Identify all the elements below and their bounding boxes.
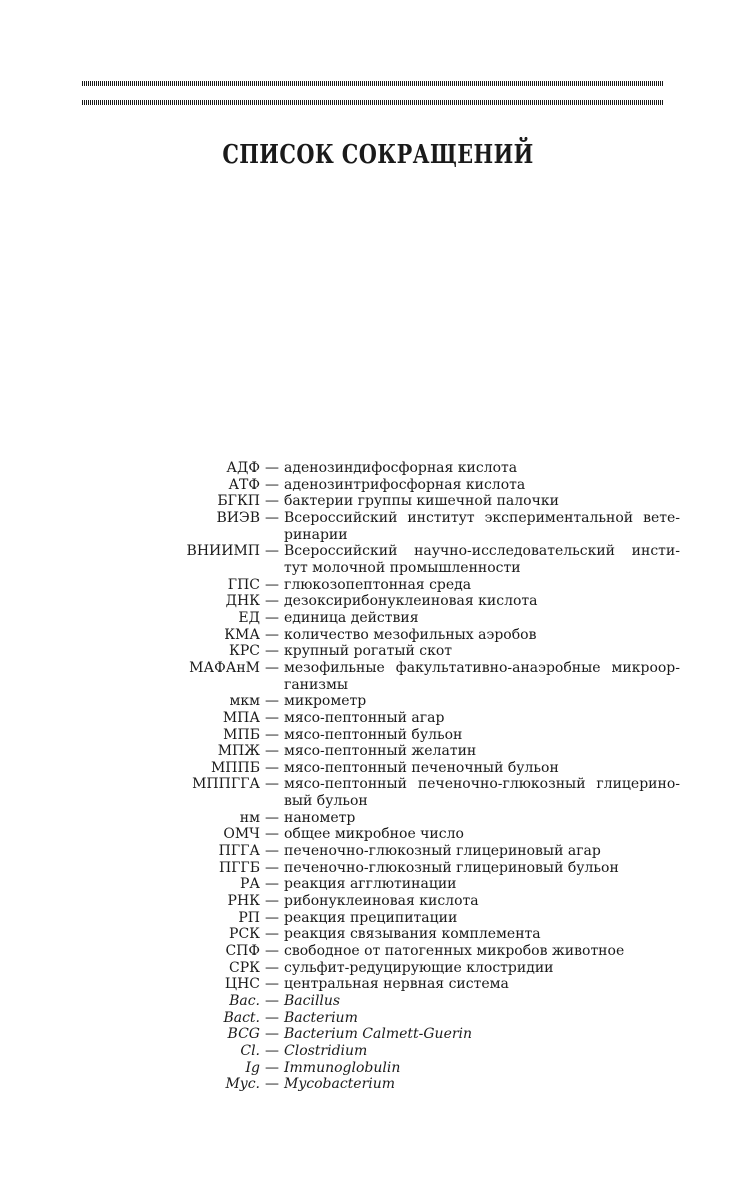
abbreviation-entry xyxy=(0,976,756,993)
abbreviation-list xyxy=(0,460,756,1093)
definition-line: нанометр xyxy=(284,809,356,826)
abbreviation-definition xyxy=(284,727,680,744)
abbreviation-term: Bact. xyxy=(223,1009,260,1026)
abbreviation-definition xyxy=(284,760,680,777)
abbreviation-entry xyxy=(0,660,756,693)
definition-line: мясо-пептонный печеночно-глюкозный глицерино- xyxy=(284,776,680,793)
abbreviation-definition xyxy=(284,593,680,610)
abbreviation-definition xyxy=(284,1010,680,1027)
em-dash-separator: — xyxy=(265,693,279,710)
abbreviation-entry xyxy=(0,926,756,943)
abbreviation-term: МПА xyxy=(222,709,260,726)
abbreviation-term: РП xyxy=(238,909,260,926)
abbreviation-entry xyxy=(0,1076,756,1093)
em-dash-separator: — xyxy=(265,659,279,676)
definition-line: центральная нервная система xyxy=(284,976,509,993)
abbreviation-term: ДНК xyxy=(225,593,260,610)
definition-line: мясо-пептонный бульон xyxy=(284,726,463,743)
definition-line: единица действия xyxy=(284,609,419,626)
abbreviation-entry xyxy=(0,577,756,594)
definition-line: глюкозопептонная среда xyxy=(284,576,472,593)
abbreviation-entry xyxy=(0,710,756,727)
abbreviation-definition xyxy=(284,627,680,644)
definition-line: Mycobacterium xyxy=(284,1076,396,1093)
bottom-decorative-rule xyxy=(82,100,664,105)
em-dash-separator: — xyxy=(265,476,279,493)
abbreviation-entry xyxy=(0,593,756,610)
definition-line: реакция агглютинации xyxy=(284,876,457,893)
definition-line: ринарии xyxy=(284,526,348,543)
definition-line: печеночно-глюкозный глицериновый агар xyxy=(284,843,601,860)
definition-line: Clostridium xyxy=(284,1042,368,1059)
abbreviation-definition xyxy=(284,943,680,960)
abbreviation-term: РСК xyxy=(229,926,260,943)
em-dash-separator: — xyxy=(265,776,279,793)
em-dash-separator: — xyxy=(265,726,279,743)
abbreviation-term: Cl. xyxy=(240,1042,260,1059)
em-dash-separator: — xyxy=(265,1009,279,1026)
definition-line: мясо-пептонный желатин xyxy=(284,743,477,760)
abbreviation-term: ПГГА xyxy=(218,843,260,860)
definition-line: количество мезофильных аэробов xyxy=(284,626,537,643)
abbreviation-entry xyxy=(0,1060,756,1077)
top-decorative-rule xyxy=(82,81,664,86)
abbreviation-term: АДФ xyxy=(226,460,260,476)
abbreviation-definition xyxy=(284,660,680,693)
abbreviation-term: ОМЧ xyxy=(223,826,260,843)
abbreviation-entry xyxy=(0,727,756,744)
abbreviation-definition xyxy=(284,910,680,927)
abbreviation-definition xyxy=(284,843,680,860)
abbreviation-entry xyxy=(0,643,756,660)
definition-line: аденозинтрифосфорная кислота xyxy=(284,476,526,493)
abbreviation-term: РА xyxy=(239,876,260,893)
em-dash-separator: — xyxy=(265,460,279,476)
abbreviation-entry xyxy=(0,960,756,977)
em-dash-separator: — xyxy=(265,759,279,776)
em-dash-separator: — xyxy=(265,1076,279,1093)
definition-line: микрометр xyxy=(284,693,367,710)
abbreviation-term: Myc. xyxy=(225,1076,260,1093)
abbreviation-term: BCG xyxy=(227,1026,260,1043)
definition-line: Immunoglobulin xyxy=(284,1059,401,1076)
abbreviation-definition xyxy=(284,710,680,727)
abbreviation-definition xyxy=(284,1043,680,1060)
definition-line: мясо-пептонный агар xyxy=(284,709,445,726)
abbreviation-term: СПФ xyxy=(225,943,260,960)
abbreviation-definition xyxy=(284,776,680,809)
abbreviation-entry xyxy=(0,510,756,543)
em-dash-separator: — xyxy=(265,1026,279,1043)
definition-line: Bacterium Calmett-Guerin xyxy=(284,1026,473,1043)
page-title: СПИСОК СОКРАЩЕНИЙ xyxy=(222,140,534,170)
abbreviation-definition xyxy=(284,960,680,977)
abbreviation-definition xyxy=(284,860,680,877)
abbreviation-entry xyxy=(0,743,756,760)
abbreviation-term: ЕД xyxy=(238,609,260,626)
abbreviation-definition xyxy=(284,976,680,993)
abbreviation-term: СРК xyxy=(229,959,260,976)
abbreviation-entry xyxy=(0,610,756,627)
abbreviation-entry xyxy=(0,876,756,893)
abbreviation-term: ЦНС xyxy=(224,976,260,993)
em-dash-separator: — xyxy=(265,893,279,910)
abbreviation-term: МАФАнМ xyxy=(189,659,260,676)
abbreviation-definition xyxy=(284,643,680,660)
em-dash-separator: — xyxy=(265,593,279,610)
abbreviation-term: БГКП xyxy=(217,493,260,510)
abbreviation-definition xyxy=(284,510,680,543)
abbreviation-entry xyxy=(0,910,756,927)
em-dash-separator: — xyxy=(265,1042,279,1059)
definition-line: сульфит-редуцирующие клостридии xyxy=(284,959,554,976)
abbreviation-definition xyxy=(284,460,680,477)
abbreviation-definition xyxy=(284,743,680,760)
definition-line: крупный рогатый скот xyxy=(284,643,453,660)
abbreviation-entry xyxy=(0,943,756,960)
abbreviation-term: МППГГА xyxy=(192,776,260,793)
em-dash-separator: — xyxy=(265,826,279,843)
em-dash-separator: — xyxy=(265,743,279,760)
em-dash-separator: — xyxy=(265,626,279,643)
definition-line: реакция преципитации xyxy=(284,909,458,926)
abbreviation-term: ВИЭВ xyxy=(216,509,260,526)
definition-line: реакция связывания комплемента xyxy=(284,926,541,943)
definition-line: вый бульон xyxy=(284,793,368,810)
abbreviation-definition xyxy=(284,693,680,710)
definition-line: бактерии группы кишечной палочки xyxy=(284,493,559,510)
definition-line: Bacillus xyxy=(284,993,341,1009)
definition-line: тут молочной промышленности xyxy=(284,559,521,576)
abbreviation-term: МППБ xyxy=(210,759,260,776)
abbreviation-entry xyxy=(0,993,756,1010)
em-dash-separator: — xyxy=(265,859,279,876)
abbreviation-definition xyxy=(284,1060,680,1077)
em-dash-separator: — xyxy=(265,876,279,893)
definition-line: дезоксирибонуклеиновая кислота xyxy=(284,593,538,610)
em-dash-separator: — xyxy=(265,976,279,993)
abbreviation-entry xyxy=(0,1010,756,1027)
em-dash-separator: — xyxy=(265,809,279,826)
em-dash-separator: — xyxy=(265,509,279,526)
abbreviation-term: РНК xyxy=(227,893,260,910)
abbreviation-entry xyxy=(0,1043,756,1060)
em-dash-separator: — xyxy=(265,576,279,593)
abbreviation-term: Bac. xyxy=(229,993,260,1009)
em-dash-separator: — xyxy=(265,543,279,560)
em-dash-separator: — xyxy=(265,709,279,726)
em-dash-separator: — xyxy=(265,643,279,660)
definition-line: мезофильные факультативно-анаэробные микроор- xyxy=(284,659,680,676)
definition-line: мясо-пептонный печеночный бульон xyxy=(284,759,559,776)
em-dash-separator: — xyxy=(265,993,279,1009)
abbreviation-entry xyxy=(0,760,756,777)
abbreviation-entry xyxy=(0,826,756,843)
abbreviation-term: ВНИИМП xyxy=(186,543,260,560)
abbreviation-definition xyxy=(284,477,680,494)
abbreviation-entry xyxy=(0,477,756,494)
em-dash-separator: — xyxy=(265,843,279,860)
em-dash-separator: — xyxy=(265,493,279,510)
abbreviation-entry xyxy=(0,693,756,710)
abbreviation-entry xyxy=(0,776,756,809)
abbreviation-term: нм xyxy=(239,809,260,826)
abbreviation-term: ГПС xyxy=(227,576,260,593)
abbreviation-entry xyxy=(0,493,756,510)
abbreviation-term: КМА xyxy=(224,626,260,643)
definition-line: аденозиндифосфорная кислота xyxy=(284,460,518,476)
abbreviation-definition xyxy=(284,876,680,893)
abbreviation-definition xyxy=(284,826,680,843)
abbreviation-definition xyxy=(284,993,680,1010)
abbreviation-definition xyxy=(284,493,680,510)
abbreviation-definition xyxy=(284,893,680,910)
abbreviation-definition xyxy=(284,610,680,627)
definition-line: Bacterium xyxy=(284,1009,358,1026)
abbreviation-entry xyxy=(0,893,756,910)
abbreviation-term: МПБ xyxy=(223,726,260,743)
abbreviation-definition xyxy=(284,577,680,594)
abbreviation-entry xyxy=(0,543,756,576)
definition-line: ганизмы xyxy=(284,676,349,693)
abbreviation-entry xyxy=(0,860,756,877)
abbreviation-term: МПЖ xyxy=(217,743,260,760)
abbreviation-term: АТФ xyxy=(228,476,260,493)
em-dash-separator: — xyxy=(265,959,279,976)
abbreviation-definition xyxy=(284,926,680,943)
definition-line: Всероссийский институт экспериментальной вете- xyxy=(284,509,680,526)
em-dash-separator: — xyxy=(265,943,279,960)
em-dash-separator: — xyxy=(265,1059,279,1076)
abbreviation-term: КРС xyxy=(229,643,260,660)
abbreviation-term: Ig xyxy=(245,1059,260,1076)
em-dash-separator: — xyxy=(265,909,279,926)
em-dash-separator: — xyxy=(265,926,279,943)
abbreviation-definition xyxy=(284,1076,680,1093)
definition-line: рибонуклеиновая кислота xyxy=(284,893,479,910)
abbreviation-entry xyxy=(0,627,756,644)
definition-line: общее микробное число xyxy=(284,826,464,843)
abbreviation-definition xyxy=(284,543,680,576)
abbreviation-term: ПГГБ xyxy=(218,859,260,876)
abbreviation-definition xyxy=(284,810,680,827)
em-dash-separator: — xyxy=(265,609,279,626)
abbreviation-term: мкм xyxy=(229,693,260,710)
definition-line: свободное от патогенных микробов животное xyxy=(284,943,625,960)
abbreviation-entry xyxy=(0,460,756,477)
definition-line: печеночно-глюкозный глицериновый бульон xyxy=(284,859,619,876)
abbreviation-entry xyxy=(0,843,756,860)
abbreviation-entry xyxy=(0,810,756,827)
abbreviation-definition xyxy=(284,1026,680,1043)
abbreviation-entry xyxy=(0,1026,756,1043)
definition-line: Всероссийский научно-исследовательский инсти- xyxy=(284,543,680,560)
